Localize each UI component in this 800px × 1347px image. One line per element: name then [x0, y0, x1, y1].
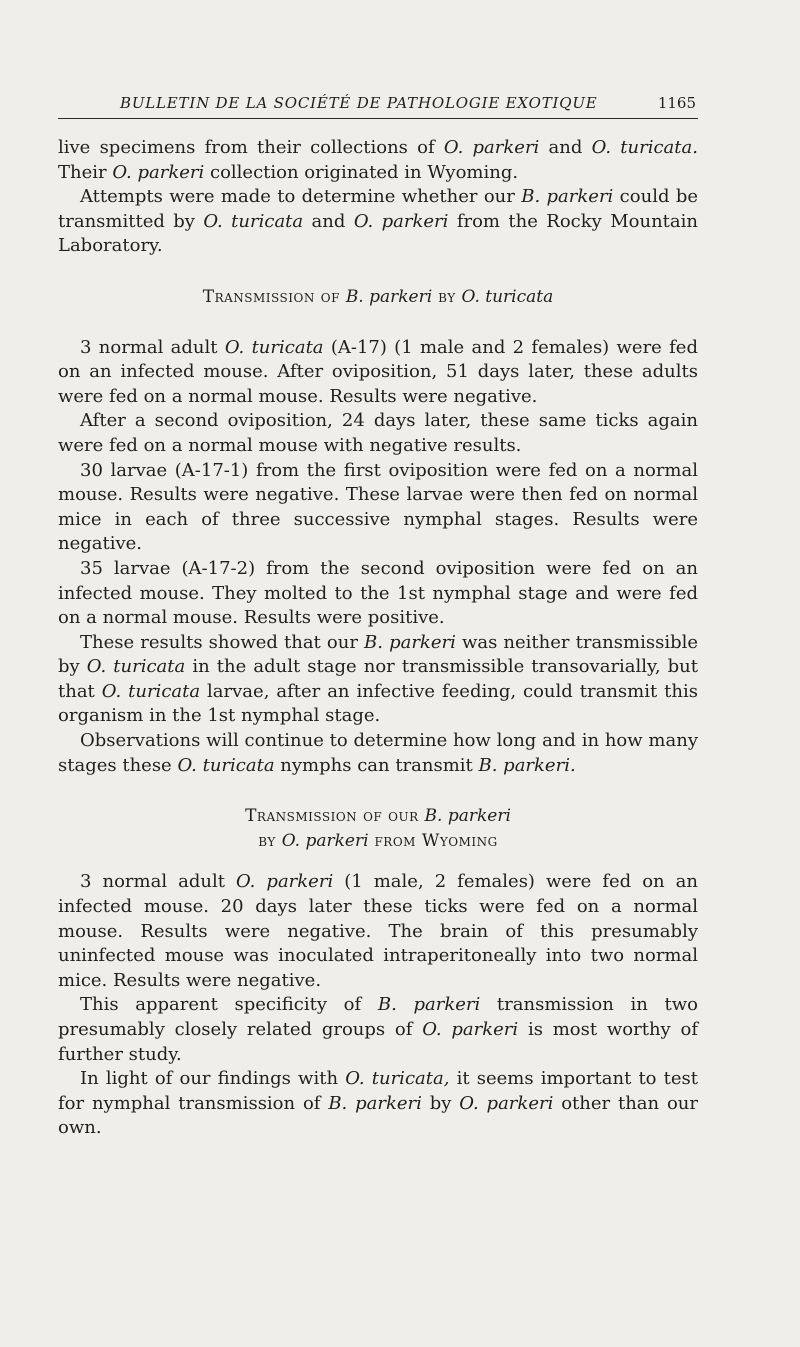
section-heading-1: Transmission of B. parkeri by O. turicata [202, 286, 554, 307]
paragraph-11: In light of our findings with O. turicata, it seems important to test for nymphal transmission of B. parkeri by O. parkeri other than our own. [58, 1068, 699, 1139]
paragraph-10: This apparent specificity of B. parkeri transmission in two presumably closely related groups of O. parkeri is most worthy of further study. [58, 994, 698, 1065]
paragraph-9: 3 normal adult O. parkeri (1 male, 2 females) were fed on an infected mouse. 20 days later these ticks were fed on a normal mouse. Results were negative. The brain of this presumably uninfected mouse was inoculated intraperitoneally into two normal mice. Results were negative. [58, 871, 698, 991]
page-number: 1165 [657, 94, 696, 112]
journal-title: BULLETIN DE LA SOCIÉTÉ DE PATHOLOGIE EXOTIQUE [120, 94, 598, 112]
article-body [58, 136, 698, 1141]
paragraph-8: Observations will continue to determine how long and in how many stages these O. turicata nymphs can transmit B. parkeri. [58, 730, 698, 776]
paragraph-3: 3 normal adult O. turicata (A-17) (1 male and 2 females) were fed on an infected mouse. After oviposition, 51 days later, these adults were fed on a normal mouse. Results were negative. [58, 336, 698, 407]
paragraph-5: 30 larvae (A-17-1) from the first oviposition were fed on a normal mouse. Results were negative. These larvae were then fed on normal mice in each of three successive nymphal stages. Results were negative. [58, 459, 698, 555]
section-heading-2: Transmission of our B. parkeri by O. parkeri from Wyoming [245, 806, 511, 851]
paragraph-1: live specimens from their collections of O. parkeri and O. turicata. Their O. parkeri collection originated in Wyoming. [58, 137, 698, 183]
paragraph-4: After a second oviposition, 24 days later, these same ticks again were fed on a normal mouse with negative results. [58, 410, 698, 456]
running-header [58, 92, 698, 119]
paragraph-2: Attempts were made to determine whether our B. parkeri could be transmitted by O. turicata and O. parkeri from the Rocky Mountain Laboratory. [58, 186, 699, 257]
paragraph-6: 35 larvae (A-17-2) from the second oviposition were fed on an infected mouse. They molted to the 1st nymphal stage and were fed on a normal mouse. Results were positive. [58, 557, 698, 629]
paragraph-7: These results showed that our B. parkeri was neither transmissible by O. turicata in the adult stage nor transmissible transovarially, but that O. turicata larvae, after an infective feeding, could transmit this organism in the 1st nymphal stage. [58, 631, 699, 727]
